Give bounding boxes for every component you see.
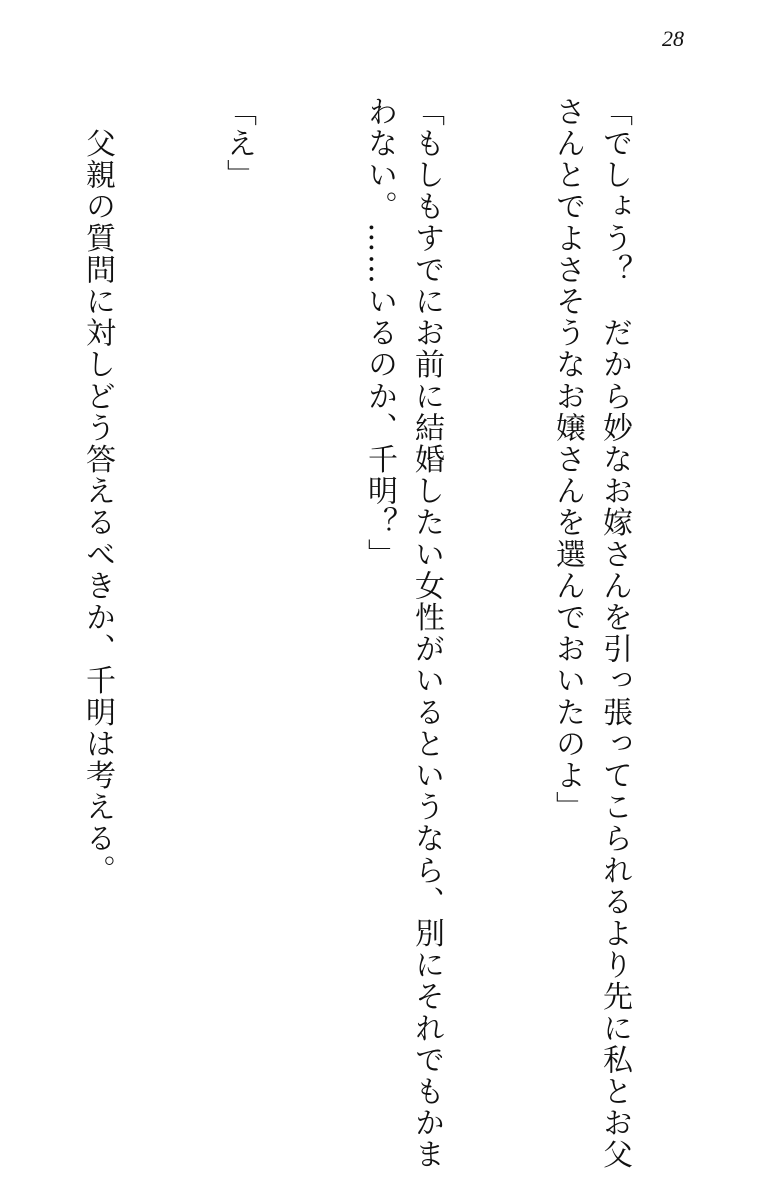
paragraph: 「え」 [221, 96, 256, 191]
page-number: 28 [662, 26, 684, 51]
vertical-text-body [42, 96, 732, 1176]
paragraph: 「でしょう？ だから妙なお嫁さんを引っ張ってこられるより先に私とお父さんとでよさそうなお嬢さんを選んでおいたのよ」 [550, 96, 632, 1171]
paragraph: 父親の質問に対しどう答えるべきか、千明は考える。 [80, 96, 115, 886]
paragraph: 「もしもすでにお前に結婚したい女性がいるというなら、別にそれでもかまわない。……いるのか、千明？」 [362, 96, 444, 1171]
